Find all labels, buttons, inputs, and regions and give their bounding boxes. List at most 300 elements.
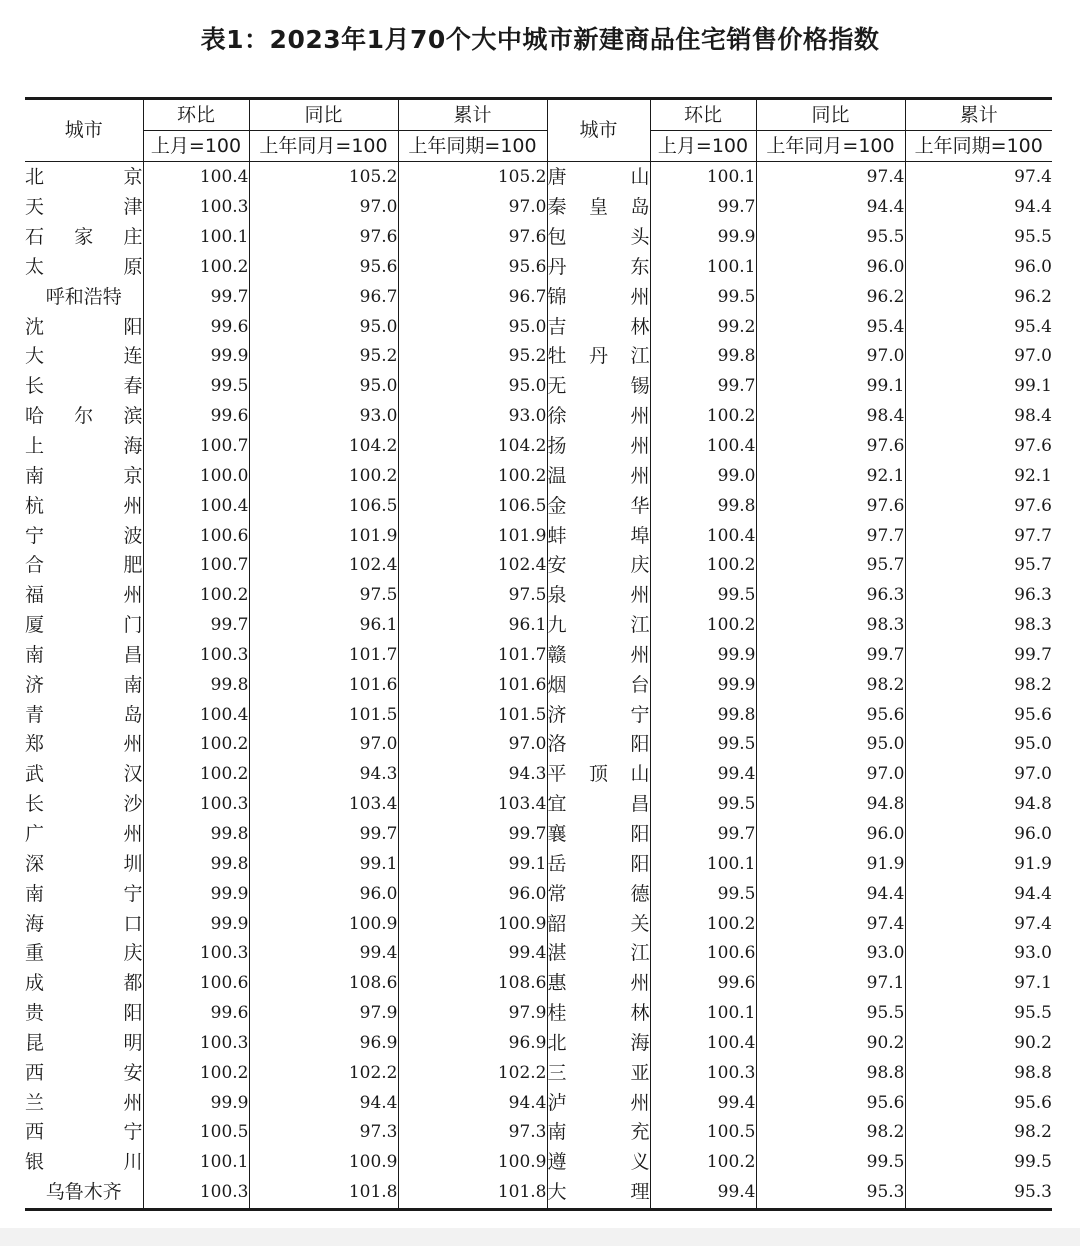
yoy-value-right: 97.4	[756, 162, 905, 193]
city-label: 无 锡	[547, 375, 650, 398]
yoy-value-right: 98.2	[756, 1118, 905, 1148]
mom-value-left: 100.5	[143, 1118, 249, 1148]
city-name-right	[547, 611, 650, 641]
city-label: 襄 阳	[547, 822, 650, 845]
city-label: 南 昌	[25, 643, 143, 666]
city-name-right	[547, 1148, 650, 1178]
city-name-right	[547, 999, 650, 1029]
cum-value-left: 99.1	[398, 849, 547, 879]
city-name-right	[547, 730, 650, 760]
header-cum-base-left: 上年同期=100	[398, 131, 547, 162]
mom-value-left: 100.2	[143, 730, 249, 760]
mom-value-right: 100.1	[650, 253, 756, 283]
yoy-value-right: 99.1	[756, 372, 905, 402]
city-name-right	[547, 551, 650, 581]
yoy-value-left: 101.9	[249, 521, 398, 551]
yoy-value-left: 100.2	[249, 461, 398, 491]
mom-value-right: 99.9	[650, 223, 756, 253]
header-mom-base-left: 上月=100	[143, 131, 249, 162]
city-label: 深 圳	[25, 852, 143, 875]
mom-value-right: 99.8	[650, 342, 756, 372]
city-name-left	[25, 312, 143, 342]
cum-value-left: 95.2	[398, 342, 547, 372]
yoy-value-left: 100.9	[249, 909, 398, 939]
table-row	[25, 491, 1052, 521]
yoy-value-left: 96.7	[249, 282, 398, 312]
mom-value-left: 100.2	[143, 1058, 249, 1088]
city-label: 乌鲁木齐	[45, 1181, 122, 1204]
cum-value-right: 99.1	[905, 372, 1052, 402]
city-name-right	[547, 521, 650, 551]
city-label: 上 海	[25, 435, 143, 458]
cum-value-left: 97.3	[398, 1118, 547, 1148]
cum-value-right: 95.6	[905, 700, 1052, 730]
table-row	[25, 551, 1052, 581]
city-label: 银 川	[25, 1151, 143, 1174]
mom-value-right: 100.6	[650, 939, 756, 969]
mom-value-right: 100.2	[650, 909, 756, 939]
cum-value-right: 98.2	[905, 670, 1052, 700]
cum-value-left: 95.0	[398, 312, 547, 342]
cum-value-left: 101.9	[398, 521, 547, 551]
yoy-value-right: 99.5	[756, 1148, 905, 1178]
yoy-value-left: 97.0	[249, 193, 398, 223]
yoy-value-left: 102.2	[249, 1058, 398, 1088]
city-label: 洛 阳	[547, 733, 650, 756]
mom-value-left: 99.8	[143, 670, 249, 700]
city-label: 包 头	[547, 226, 650, 249]
yoy-value-left: 96.9	[249, 1028, 398, 1058]
cum-value-left: 97.5	[398, 581, 547, 611]
cum-value-right: 97.6	[905, 491, 1052, 521]
table-row	[25, 253, 1052, 283]
header-cum-right: 累计	[905, 99, 1052, 131]
yoy-value-left: 97.3	[249, 1118, 398, 1148]
cum-value-left: 96.9	[398, 1028, 547, 1058]
yoy-value-left: 95.0	[249, 312, 398, 342]
yoy-value-right: 95.5	[756, 223, 905, 253]
cum-value-left: 102.2	[398, 1058, 547, 1088]
table-row	[25, 1148, 1052, 1178]
yoy-value-left: 102.4	[249, 551, 398, 581]
yoy-value-right: 95.6	[756, 700, 905, 730]
mom-value-left: 100.3	[143, 193, 249, 223]
cum-value-left: 96.1	[398, 611, 547, 641]
mom-value-right: 99.5	[650, 581, 756, 611]
mom-value-right: 100.4	[650, 521, 756, 551]
table-row	[25, 193, 1052, 223]
table-row	[25, 223, 1052, 253]
city-name-left	[25, 432, 143, 462]
city-label: 扬 州	[547, 435, 650, 458]
city-label: 北 京	[25, 166, 143, 189]
city-name-left	[25, 641, 143, 671]
mom-value-right: 100.2	[650, 611, 756, 641]
city-name-right	[547, 223, 650, 253]
city-label: 哈 尔 滨	[25, 405, 143, 428]
yoy-value-left: 105.2	[249, 162, 398, 193]
mom-value-left: 99.6	[143, 999, 249, 1029]
table-row	[25, 790, 1052, 820]
yoy-value-right: 95.7	[756, 551, 905, 581]
city-name-right	[547, 1028, 650, 1058]
city-label: 金 华	[547, 494, 650, 517]
city-name-left	[25, 581, 143, 611]
city-name-right	[547, 849, 650, 879]
city-label: 三 亚	[547, 1061, 650, 1084]
mom-value-right: 99.9	[650, 641, 756, 671]
city-name-right	[547, 193, 650, 223]
cum-value-right: 97.0	[905, 342, 1052, 372]
cum-value-right: 95.0	[905, 730, 1052, 760]
city-name-right	[547, 1178, 650, 1209]
mom-value-left: 99.9	[143, 909, 249, 939]
header-yoy-left: 同比	[249, 99, 398, 131]
mom-value-right: 99.2	[650, 312, 756, 342]
table-row	[25, 432, 1052, 462]
table-row	[25, 879, 1052, 909]
city-label: 太 原	[25, 255, 143, 278]
mom-value-left: 99.9	[143, 342, 249, 372]
city-name-right	[547, 162, 650, 193]
city-label: 北 海	[547, 1031, 650, 1054]
mom-value-left: 100.7	[143, 551, 249, 581]
city-label: 韶 关	[547, 912, 650, 935]
table-row	[25, 969, 1052, 999]
cum-value-left: 99.4	[398, 939, 547, 969]
city-name-right	[547, 402, 650, 432]
city-label: 岳 阳	[547, 852, 650, 875]
table-row	[25, 611, 1052, 641]
city-name-right	[547, 969, 650, 999]
mom-value-right: 99.8	[650, 491, 756, 521]
mom-value-right: 99.7	[650, 820, 756, 850]
yoy-value-left: 97.9	[249, 999, 398, 1029]
yoy-value-left: 97.0	[249, 730, 398, 760]
city-name-left	[25, 372, 143, 402]
city-name-right	[547, 432, 650, 462]
header-mom-right: 环比	[650, 99, 756, 131]
cum-value-right: 98.8	[905, 1058, 1052, 1088]
yoy-value-left: 96.1	[249, 611, 398, 641]
mom-value-left: 100.0	[143, 461, 249, 491]
cum-value-right: 96.0	[905, 253, 1052, 283]
cum-value-right: 99.7	[905, 641, 1052, 671]
city-name-left	[25, 730, 143, 760]
cum-value-right: 95.5	[905, 999, 1052, 1029]
header-yoy-base-left: 上年同月=100	[249, 131, 398, 162]
city-label: 泉 州	[547, 584, 650, 607]
cum-value-left: 97.9	[398, 999, 547, 1029]
table-row	[25, 521, 1052, 551]
cum-value-right: 94.4	[905, 879, 1052, 909]
mom-value-right: 99.7	[650, 372, 756, 402]
cum-value-left: 95.0	[398, 372, 547, 402]
yoy-value-right: 95.6	[756, 1088, 905, 1118]
city-name-left	[25, 402, 143, 432]
yoy-value-right: 95.0	[756, 730, 905, 760]
header-city-right: 城市	[547, 99, 650, 162]
table-row	[25, 641, 1052, 671]
city-name-left	[25, 491, 143, 521]
cum-value-right: 92.1	[905, 461, 1052, 491]
city-name-left	[25, 193, 143, 223]
city-label: 南 京	[25, 464, 143, 487]
mom-value-left: 100.4	[143, 700, 249, 730]
mom-value-right: 99.5	[650, 282, 756, 312]
city-label: 福 州	[25, 584, 143, 607]
mom-value-right: 99.5	[650, 730, 756, 760]
price-index-table	[25, 97, 1052, 1211]
city-name-left	[25, 282, 143, 312]
mom-value-left: 100.2	[143, 253, 249, 283]
mom-value-right: 100.5	[650, 1118, 756, 1148]
yoy-value-right: 94.8	[756, 790, 905, 820]
yoy-value-left: 99.4	[249, 939, 398, 969]
mom-value-left: 99.9	[143, 1088, 249, 1118]
bottom-strip	[0, 1228, 1080, 1246]
table-row	[25, 461, 1052, 491]
city-label: 吉 林	[547, 315, 650, 338]
city-label: 桂 林	[547, 1002, 650, 1025]
city-name-left	[25, 820, 143, 850]
city-label: 济 宁	[547, 703, 650, 726]
table-row	[25, 760, 1052, 790]
table-row	[25, 312, 1052, 342]
mom-value-left: 99.6	[143, 402, 249, 432]
yoy-value-right: 99.7	[756, 641, 905, 671]
table-row	[25, 1028, 1052, 1058]
mom-value-left: 99.8	[143, 820, 249, 850]
city-label: 郑 州	[25, 733, 143, 756]
yoy-value-left: 95.2	[249, 342, 398, 372]
cum-value-right: 96.0	[905, 820, 1052, 850]
cum-value-left: 101.6	[398, 670, 547, 700]
city-label: 西 宁	[25, 1121, 143, 1144]
city-label: 呼和浩特	[45, 285, 122, 308]
yoy-value-left: 101.8	[249, 1178, 398, 1209]
cum-value-left: 97.6	[398, 223, 547, 253]
table-row	[25, 670, 1052, 700]
cum-value-left: 102.4	[398, 551, 547, 581]
yoy-value-left: 96.0	[249, 879, 398, 909]
cum-value-left: 94.3	[398, 760, 547, 790]
yoy-value-left: 104.2	[249, 432, 398, 462]
cum-value-right: 91.9	[905, 849, 1052, 879]
cum-value-right: 96.2	[905, 282, 1052, 312]
yoy-value-right: 95.5	[756, 999, 905, 1029]
city-label: 宜 昌	[547, 793, 650, 816]
yoy-value-right: 98.8	[756, 1058, 905, 1088]
cum-value-right: 95.6	[905, 1088, 1052, 1118]
cum-value-left: 106.5	[398, 491, 547, 521]
mom-value-left: 100.4	[143, 162, 249, 193]
city-label: 合 肥	[25, 554, 143, 577]
mom-value-right: 100.1	[650, 162, 756, 193]
city-name-right	[547, 282, 650, 312]
mom-value-left: 100.7	[143, 432, 249, 462]
yoy-value-right: 94.4	[756, 879, 905, 909]
cum-value-right: 96.3	[905, 581, 1052, 611]
mom-value-left: 99.9	[143, 879, 249, 909]
header-city-left: 城市	[25, 99, 143, 162]
yoy-value-left: 99.7	[249, 820, 398, 850]
city-label: 牡 丹 江	[547, 345, 650, 368]
city-name-right	[547, 1118, 650, 1148]
city-name-left	[25, 1028, 143, 1058]
cum-value-left: 101.5	[398, 700, 547, 730]
city-name-right	[547, 1088, 650, 1118]
city-name-right	[547, 939, 650, 969]
city-name-left	[25, 969, 143, 999]
yoy-value-right: 98.3	[756, 611, 905, 641]
table-row	[25, 1088, 1052, 1118]
header-cum-left: 累计	[398, 99, 547, 131]
table-row	[25, 700, 1052, 730]
yoy-value-left: 97.5	[249, 581, 398, 611]
yoy-value-left: 97.6	[249, 223, 398, 253]
city-label: 蚌 埠	[547, 524, 650, 547]
mom-value-left: 99.8	[143, 849, 249, 879]
yoy-value-right: 96.3	[756, 581, 905, 611]
cum-value-left: 97.0	[398, 730, 547, 760]
city-name-left	[25, 849, 143, 879]
table-row	[25, 820, 1052, 850]
mom-value-right: 99.5	[650, 790, 756, 820]
cum-value-left: 104.2	[398, 432, 547, 462]
mom-value-left: 100.4	[143, 491, 249, 521]
mom-value-left: 100.3	[143, 1028, 249, 1058]
city-label: 锦 州	[547, 285, 650, 308]
yoy-value-left: 99.1	[249, 849, 398, 879]
cum-value-right: 97.6	[905, 432, 1052, 462]
city-label: 沈 阳	[25, 315, 143, 338]
table-row	[25, 849, 1052, 879]
cum-value-right: 99.5	[905, 1148, 1052, 1178]
city-name-left	[25, 909, 143, 939]
city-label: 秦 皇 岛	[547, 196, 650, 219]
city-label: 南 宁	[25, 882, 143, 905]
mom-value-left: 100.1	[143, 1148, 249, 1178]
header-row-base	[25, 131, 1052, 162]
city-name-left	[25, 162, 143, 193]
mom-value-right: 99.0	[650, 461, 756, 491]
cum-value-right: 94.4	[905, 193, 1052, 223]
city-name-right	[547, 670, 650, 700]
city-label: 石 家 庄	[25, 226, 143, 249]
yoy-value-right: 98.2	[756, 670, 905, 700]
mom-value-right: 99.9	[650, 670, 756, 700]
city-label: 青 岛	[25, 703, 143, 726]
yoy-value-right: 97.6	[756, 432, 905, 462]
city-label: 武 汉	[25, 763, 143, 786]
city-name-right	[547, 820, 650, 850]
city-label: 九 江	[547, 614, 650, 637]
yoy-value-right: 97.4	[756, 909, 905, 939]
city-label: 杭 州	[25, 494, 143, 517]
cum-value-left: 108.6	[398, 969, 547, 999]
cum-value-right: 94.8	[905, 790, 1052, 820]
mom-value-left: 100.2	[143, 581, 249, 611]
city-name-left	[25, 611, 143, 641]
city-label: 大 连	[25, 345, 143, 368]
cum-value-right: 93.0	[905, 939, 1052, 969]
city-label: 广 州	[25, 822, 143, 845]
table-row	[25, 1058, 1052, 1088]
city-name-left	[25, 253, 143, 283]
yoy-value-right: 94.4	[756, 193, 905, 223]
city-label: 遵 义	[547, 1151, 650, 1174]
yoy-value-left: 93.0	[249, 402, 398, 432]
table-row	[25, 402, 1052, 432]
cum-value-left: 101.8	[398, 1178, 547, 1209]
header-mom-left: 环比	[143, 99, 249, 131]
mom-value-right: 99.4	[650, 760, 756, 790]
mom-value-left: 99.7	[143, 282, 249, 312]
cum-value-left: 101.7	[398, 641, 547, 671]
city-name-left	[25, 223, 143, 253]
table-row	[25, 282, 1052, 312]
city-name-left	[25, 342, 143, 372]
city-name-left	[25, 1148, 143, 1178]
yoy-value-left: 95.6	[249, 253, 398, 283]
city-name-right	[547, 641, 650, 671]
cum-value-left: 93.0	[398, 402, 547, 432]
table-row	[25, 581, 1052, 611]
city-label: 海 口	[25, 912, 143, 935]
page-title: 表1：2023年1月70个大中城市新建商品住宅销售价格指数	[200, 25, 880, 54]
yoy-value-right: 91.9	[756, 849, 905, 879]
city-name-left	[25, 1088, 143, 1118]
mom-value-right: 99.7	[650, 193, 756, 223]
cum-value-left: 100.9	[398, 1148, 547, 1178]
city-label: 厦 门	[25, 614, 143, 637]
cum-value-right: 95.4	[905, 312, 1052, 342]
table-row	[25, 342, 1052, 372]
city-label: 温 州	[547, 464, 650, 487]
cum-value-left: 95.6	[398, 253, 547, 283]
mom-value-right: 100.4	[650, 432, 756, 462]
yoy-value-right: 93.0	[756, 939, 905, 969]
city-label: 兰 州	[25, 1091, 143, 1114]
table-row	[25, 730, 1052, 760]
cum-value-left: 105.2	[398, 162, 547, 193]
yoy-value-right: 97.6	[756, 491, 905, 521]
city-label: 昆 明	[25, 1031, 143, 1054]
yoy-value-left: 101.6	[249, 670, 398, 700]
table-row	[25, 939, 1052, 969]
mom-value-right: 100.1	[650, 849, 756, 879]
mom-value-left: 99.6	[143, 312, 249, 342]
city-label: 重 庆	[25, 942, 143, 965]
header-yoy-base-right: 上年同月=100	[756, 131, 905, 162]
city-label: 宁 波	[25, 524, 143, 547]
city-name-right	[547, 760, 650, 790]
city-name-right	[547, 1058, 650, 1088]
table-row	[25, 162, 1052, 193]
city-name-right	[547, 581, 650, 611]
cum-value-right: 97.4	[905, 162, 1052, 193]
city-label: 西 安	[25, 1061, 143, 1084]
mom-value-left: 100.2	[143, 760, 249, 790]
mom-value-left: 99.5	[143, 372, 249, 402]
yoy-value-right: 97.0	[756, 342, 905, 372]
yoy-value-right: 90.2	[756, 1028, 905, 1058]
yoy-value-left: 94.4	[249, 1088, 398, 1118]
yoy-value-right: 95.4	[756, 312, 905, 342]
header-cum-base-right: 上年同期=100	[905, 131, 1052, 162]
city-label: 湛 江	[547, 942, 650, 965]
